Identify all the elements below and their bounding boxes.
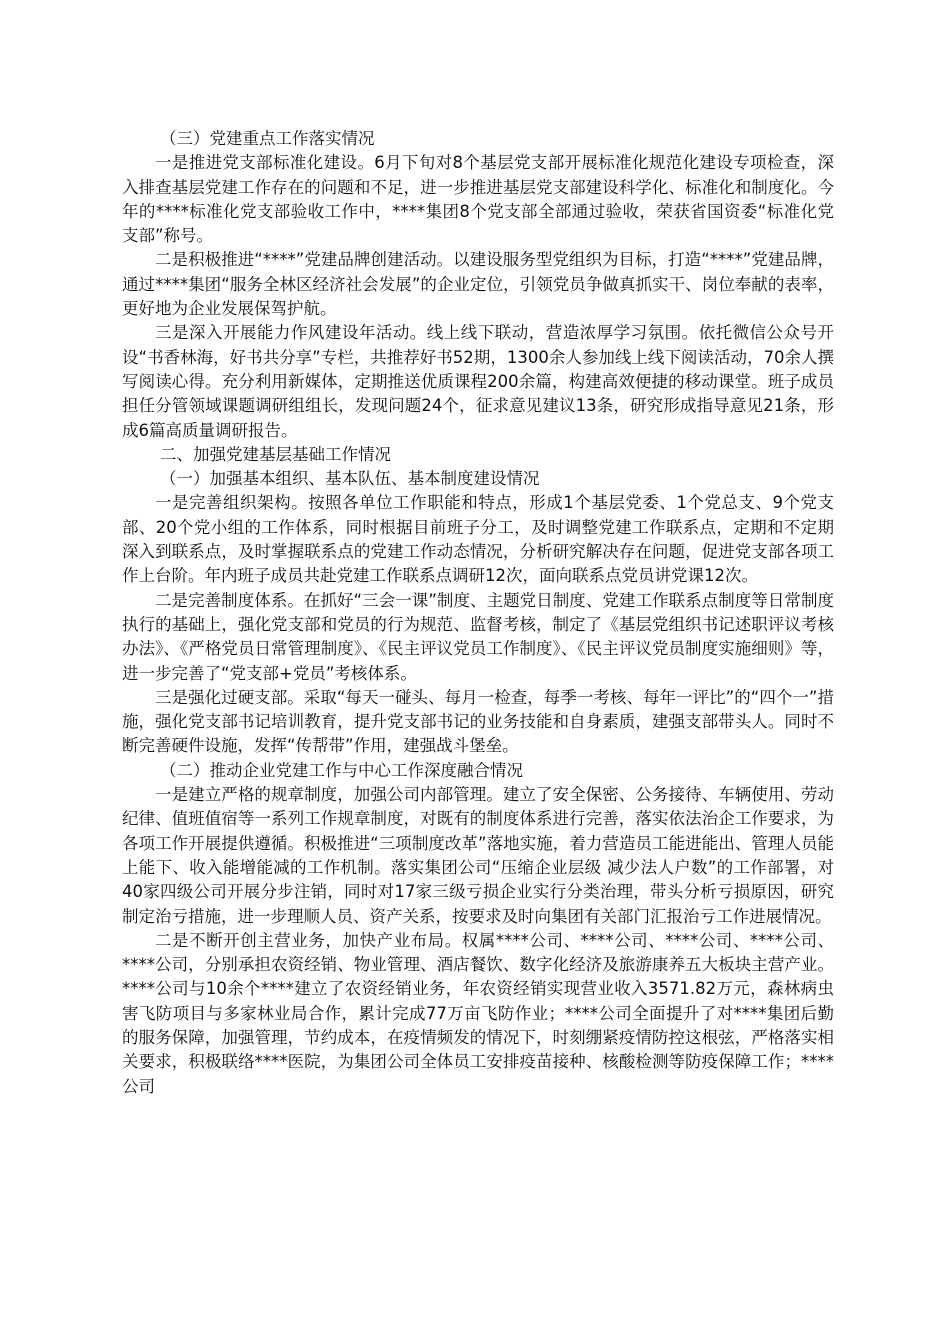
subsection-heading-integration: （二）推动企业党建工作与中心工作深度融合情况 (159, 760, 523, 780)
paragraph-main-business: 二是不断开创主营业务，加快产业布局。权属****公司、****公司、****公司、****公司、****公司，分别承担农资经销、物业管理、酒店餐饮、数字化经济及旅游康养五大板块主营产业。****公司与10余个****建立了农资经销业务，年农资经销实现营业收入3571.82万元，森林病虫害飞防项目与多家林业局合作，累计完成77万亩飞防作业；****公司全面提升了对****集团后勤的服务保障，加强管理，节约成本，在疫情频发的情况下，时刻绷紧疫情防控这根弦，严格落实相关要求，积极联络****医院，为集团公司全体员工安排疫苗接种、核酸检测等防疫保障工作；****公司 (122, 930, 834, 1096)
paragraph-branch-standardization: 一是推进党支部标准化建设。6月下旬对8个基层党支部开展标准化规范化建设专项检查，深入排查基层党建工作存在的问题和不足，进一步推进基层党支部建设科学化、标准化和制度化。今年的****标准化党支部验收工作中，****集团8个党支部全部通过验收，荣获省国资委“标准化党支部”称号。 (122, 153, 834, 246)
paragraph-capability-style: 三是深入开展能力作风建设年活动。线上线下联动，营造浓厚学习氛围。依托微信公众号开设“书香林海，好书共分享”专栏，共推荐好书52期，1300余人参加线上线下阅读活动，70余人撰写阅读心得。充分利用新媒体，定期推送优质课程200余篇，构建高效便捷的移动课堂。班子成员担任分管领域课题调研组组长，发现问题24个，征求意见建议13条，研究形成指导意见21条，形成6篇高质量调研报告。 (122, 323, 834, 440)
paragraph-strong-branch: 三是强化过硬支部。采取“每天一碰头、每月一检查，每季一考核、每年一评比”的“四个一”措施，强化党支部书记培训教育，提升党支部书记的业务技能和自身素质，建强支部带头人。同时不断完善硬件设施，发挥“传帮带”作用，建强战斗堡垒。 (122, 687, 834, 756)
section-heading-grassroots-work: 二、加强党建基层基础工作情况 (159, 444, 391, 464)
paragraph-system-building: 二是完善制度体系。在抓好“三会一课”制度、主题党日制度、党建工作联系点制度等日常制度执行的基础上，强化党支部和党员的行为规范、监督考核，制定了《基层党组织书记述职评议考核办法》、《严格党员日常管理制度》、《民主评议党员工作制度》、《民主评议党员制度实施细则》等，进一步完善了“党支部+党员”考核体系。 (122, 590, 834, 683)
document-body (122, 127, 834, 1099)
section-heading-party-key-work: （三）党建重点工作落实情况 (159, 129, 375, 148)
paragraph-rules-management: 一是建立严格的规章制度，加强公司内部管理。建立了安全保密、公务接待、车辆使用、劳动纪律、值班值宿等一系列工作规章制度，对既有的制度体系进行完善，落实依法治企工作要求，为各项工作开展提供遵循。积极推进“三项制度改革”落地实施，着力营造员工能进能出、管理人员能上能下、收入能增能减的工作机制。落实集团公司“压缩企业层级 减少法人户数”的工作部署，对40家四级公司开展分步注销，同时对17家三级亏损企业实行分类治理，带头分析亏损原因，研究制定治亏措施，进一步理顺人员、资产关系，按要求及时向集团有关部门汇报治亏工作进展情况。 (122, 785, 834, 926)
subsection-heading-basic-organization: （一）加强基本组织、基本队伍、基本制度建设情况 (159, 469, 540, 489)
paragraph-organization-structure: 一是完善组织架构。按照各单位工作职能和特点，形成1个基层党委、1个党总支、9个党支部、20个党小组的工作体系，同时根据目前班子分工，及时调整党建工作联系点，定期和不定期深入到联系点，及时掌握联系点的党建工作动态情况，分析研究解决存在问题，促进党支部各项工作上台阶。年内班子成员共赴党建工作联系点调研12次，面向联系点党员讲党课12次。 (122, 493, 834, 586)
paragraph-party-brand: 二是积极推进“****”党建品牌创建活动。以建设服务型党组织为目标，打造“****”党建品牌，通过****集团“服务全林区经济社会发展”的企业定位，引领党员争做真抓实干、岗位奉献的表率，更好地为企业发展保驾护航。 (122, 250, 834, 319)
